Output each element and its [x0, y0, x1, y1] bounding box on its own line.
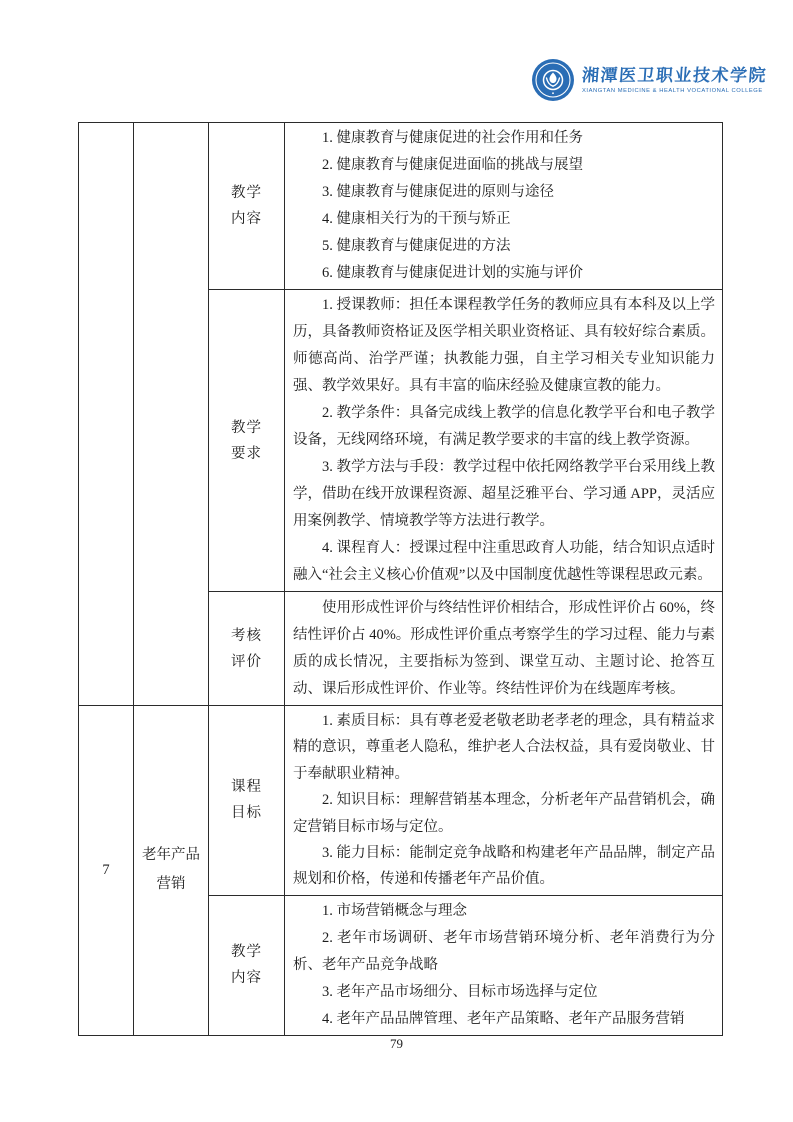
section-label-teaching-requirements: [209, 290, 285, 592]
teaching-content-cell: [285, 895, 723, 1035]
college-logo: [531, 58, 767, 102]
section-label-line: 教学: [231, 185, 262, 201]
content-paragraph: 2. 知识目标：理解营销基本理念，分析老年产品营销机会，确定营销目标市场与定位。: [293, 792, 715, 835]
content-item: 3. 老年产品市场细分、目标市场选择与定位: [322, 983, 598, 1000]
section-label-line: 课程: [231, 779, 262, 796]
section-label-assessment: [209, 592, 285, 706]
content-paragraph: 4. 课程育人：授课过程中注重思政育人功能，结合知识点适时融入“社会主义核心价值观”以及中国制度优越性等课程思政元素。: [293, 540, 715, 583]
college-seal-icon: [531, 58, 575, 102]
course-name-line: 老年产品: [142, 847, 200, 864]
content-item: 3. 健康教育与健康促进的原则与途径: [322, 184, 554, 200]
course-name-cell: [134, 123, 209, 706]
section-label-line: 要求: [231, 445, 262, 462]
table-row: [79, 123, 723, 290]
content-item: 5. 健康教育与健康促进的方法: [322, 238, 511, 254]
page-number: 79: [390, 1036, 403, 1051]
content-item: 1. 健康教育与健康促进的社会作用和任务: [322, 130, 583, 146]
section-label-teaching-content: [209, 895, 285, 1035]
section-label-line: 内容: [231, 211, 262, 227]
content-item: 4. 健康相关行为的干预与矫正: [322, 211, 511, 227]
content-paragraph: 1. 授课教师：担任本课程教学任务的教师应具有本科及以上学历，具备教师资格证及医学相关职业资格证、具有较好综合素质。师德高尚、治学严谨；执教能力强，自主学习相关专业知识能力强、教学效果好。具有丰富的临床经验及健康宣教的能力。: [293, 297, 715, 394]
content-item: 2. 健康教育与健康促进面临的挑战与展望: [322, 157, 583, 173]
row-number-cell: [79, 123, 134, 706]
content-paragraph: 1. 素质目标：具有尊老爱老敬老助老孝老的理念，具有精益求精的意识，尊重老人隐私，维护老人合法权益，具有爱岗敬业、甘于奉献职业精神。: [293, 713, 715, 782]
row-number-cell: 7: [79, 706, 134, 1036]
section-label-line: 教学: [231, 944, 262, 961]
content-paragraph: 2. 教学条件：具备完成线上教学的信息化教学平台和电子教学设备，无线网络环境，有满足教学要求的丰富的线上教学资源。: [293, 405, 715, 448]
course-objectives-cell: [285, 706, 723, 896]
content-paragraph: 3. 能力目标：能制定竞争战略和构建老年产品品牌，制定产品规划和价格，传递和传播老年产品价值。: [293, 845, 715, 888]
content-item: 1. 市场营销概念与理念: [322, 902, 467, 919]
college-name-zh: 湘潭医卫职业技术学院: [581, 66, 768, 85]
teaching-content-cell: [285, 123, 723, 290]
section-label-line: 内容: [231, 970, 262, 987]
teaching-requirements-cell: [285, 290, 723, 592]
section-label-teaching-content: [209, 123, 285, 290]
section-label-line: 教学: [231, 419, 262, 436]
course-name-cell: [134, 706, 209, 1036]
section-label-line: 评价: [231, 653, 262, 670]
content-item: 6. 健康教育与健康促进计划的实施与评价: [322, 265, 583, 281]
section-label-course-objectives: [209, 706, 285, 896]
content-item: 2. 老年市场调研、老年市场营销环境分析、老年消费行为分析、老年产品竞争战略: [293, 929, 715, 973]
course-name-line: 营销: [156, 876, 186, 893]
college-name-en: XIANGTAN MEDICINE & HEALTH VOCATIONAL COLLEGE: [582, 88, 763, 94]
section-label-line: 考核: [231, 627, 262, 644]
content-paragraph: 使用形成性评价与终结性评价相结合，形成性评价占 60%，终结性评价占 40%。形成性评价重点考察学生的学习过程、能力与素质的成长情况，主要指标为签到、课堂互动、主题讨论、抢答互动、课后形成性评价、作业等。终结性评价为在线题库考核。: [293, 599, 715, 697]
table-row: [79, 706, 723, 896]
syllabus-table: [78, 122, 723, 1036]
section-label-line: 目标: [231, 805, 262, 822]
college-name-block: [582, 66, 767, 94]
content-item: 4. 老年产品品牌管理、老年产品策略、老年产品服务营销: [322, 1010, 685, 1027]
content-paragraph: 3. 教学方法与手段：教学过程中依托网络教学平台采用线上教学，借助在线开放课程资源、超星泛雅平台、学习通 APP，灵活应用案例教学、情境教学等方法进行教学。: [293, 459, 715, 529]
assessment-cell: [285, 592, 723, 706]
